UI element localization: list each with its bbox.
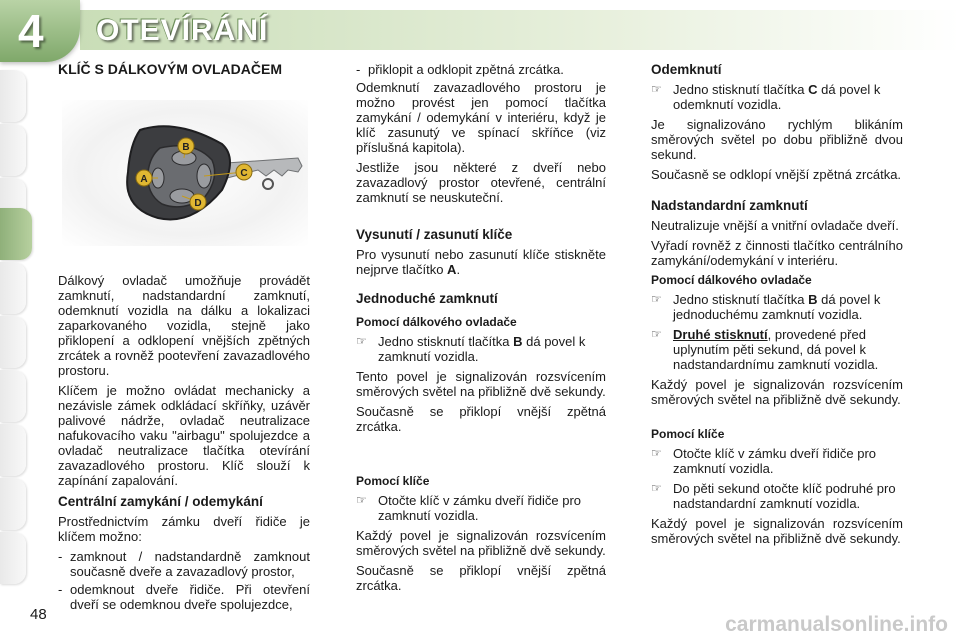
section-heading: Centrální zamykání / odemykání: [58, 494, 263, 509]
paragraph: Pro vysunutí nebo zasunutí klíče stiskněte nejprve tlačítko A.: [356, 247, 606, 277]
list-item: ☞ Jedno stisknutí tlačítka C dá povel k odemknutí vozidla.: [651, 82, 881, 112]
sub-heading: Pomocí dálkového ovladače: [356, 315, 517, 329]
paragraph: Každý povel je signalizován rozsvícením směrových světel na přibližně dvě sekundy.: [651, 516, 903, 546]
side-tab[interactable]: [0, 70, 26, 122]
paragraph: Současně se přiklopí vnější zpětná zrcátka.: [356, 563, 606, 593]
pointing-hand-icon: ☞: [651, 82, 662, 96]
pointing-hand-icon: ☞: [356, 493, 367, 507]
label-c: C: [240, 168, 248, 179]
side-tab[interactable]: [0, 316, 26, 368]
label-d: D: [194, 198, 202, 209]
side-tab[interactable]: [0, 532, 26, 584]
section-heading: Vysunutí / zasunutí klíče: [356, 227, 513, 242]
list-item: ☞ Otočte klíč v zámku dveří řidiče pro zamknutí vozidla.: [651, 446, 877, 476]
side-tab[interactable]: [0, 424, 26, 476]
list-item: ☞ Otočte klíč v zámku dveří řidiče pro zamknutí vozidla.: [356, 493, 582, 523]
list-item: - odemknout dveře řidiče. Při otevření dveří se odemknou dveře spolujezdce,: [58, 582, 310, 612]
paragraph: Současně se přiklopí vnější zpětná zrcátka.: [356, 404, 606, 434]
section-heading: Jednoduché zamknutí: [356, 291, 498, 306]
pointing-hand-icon: ☞: [356, 334, 367, 348]
paragraph: Jestliže jsou některé z dveří nebo zavazadlový prostor otevřené, centrální zamknutí se neuskuteční.: [356, 160, 606, 205]
list-item: ☞ Do pěti sekund otočte klíč podruhé pro nadstandardní zamknutí vozidla.: [651, 481, 896, 511]
column-3: [651, 62, 903, 551]
page-title: OTEVÍRÁNÍ: [96, 14, 269, 47]
side-tab[interactable]: [0, 478, 26, 530]
paragraph: Klíčem je možno ovládat mechanicky a nezávisle zámek odkládací skříňky, uzávěr palivové nádrže, ovladač neutralizace nafukovacího vaku "airbagu" spolujezdce a ovladač neutralizace tlačítka otevírání zavazadlového prostoru. Klíč slouží k zapínání zapalování.: [58, 383, 310, 488]
list-item: - zamknout / nadstandardně zamknout současně dveře a zavazadlový prostor,: [58, 549, 310, 579]
paragraph: Každý povel je signalizován rozsvícením směrových světel na přibližně dvě sekundy.: [356, 528, 606, 558]
pointing-hand-icon: ☞: [651, 446, 662, 460]
chapter-tab: [0, 0, 80, 62]
paragraph: Neutralizuje vnější a vnitřní ovladače dveří.: [651, 218, 899, 233]
column-2: [356, 62, 606, 598]
chapter-number: 4: [18, 5, 44, 57]
pointing-hand-icon: ☞: [651, 481, 662, 495]
list-item: ☞ Jedno stisknutí tlačítka B dá povel k zamknutí vozidla.: [356, 334, 586, 364]
list-item: ☞ Jedno stisknutí tlačítka B dá povel k jednoduchému zamknutí vozidla.: [651, 292, 881, 322]
paragraph: Vyřadí rovněž z činnosti tlačítko centrálního zamykání/odemykání v interiéru.: [651, 238, 903, 268]
label-b: B: [182, 142, 190, 153]
watermark: carmanualsonline.info: [725, 613, 948, 636]
sub-heading: Pomocí dálkového ovladače: [651, 273, 812, 287]
paragraph: Současně se odklopí vnější zpětná zrcátka.: [651, 167, 902, 182]
paragraph: Dálkový ovladač umožňuje provádět zamknutí, nadstandardní zamknutí, odemknutí vozidla na dálku a lokalizaci zaparkovaného vozidla, stejně jako přiklopení a odklopení vnějších zpětných zrcátek a rovněž pootevření zavazadlového prostoru.: [58, 273, 310, 378]
paragraph: Každý povel je signalizován rozsvícením směrových světel na přibližně dvě sekundy.: [651, 377, 903, 407]
sub-heading: Pomocí klíče: [356, 474, 430, 488]
label-a: A: [140, 174, 148, 185]
list-item: - přiklopit a odklopit zpětná zrcátka.: [356, 62, 564, 77]
column-1: [58, 62, 310, 615]
section-heading: Odemknutí: [651, 62, 722, 77]
sub-heading: Pomocí klíče: [651, 427, 725, 441]
section-title: KLÍČ S DÁLKOVÝM OVLADAČEM: [58, 61, 282, 77]
pointing-hand-icon: ☞: [651, 292, 662, 306]
paragraph: Tento povel je signalizován rozsvícením směrových světel na přibližně dvě sekundy.: [356, 369, 606, 399]
side-tab-active[interactable]: [0, 208, 32, 260]
paragraph: Prostřednictvím zámku dveří řidiče je klíčem možno:: [58, 514, 310, 544]
section-heading: Nadstandardní zamknutí: [651, 198, 808, 213]
paragraph: Je signalizováno rychlým blikáním směrových světel po dobu přibližně dvou sekund.: [651, 117, 903, 162]
paragraph: Odemknutí zavazadlového prostoru je možno provést jen pomocí tlačítka zamykání / odemykání v interiéru, když je klíč zasunutý ve spínací skříňce (viz příslušná kapitola).: [356, 80, 606, 155]
list-item: ☞ Druhé stisknutí, provedené před uplynutím pěti sekund, dá povel k nadstandardnímu zamknutí vozidla.: [651, 327, 879, 372]
side-tab[interactable]: [0, 370, 26, 422]
page-number: 48: [30, 606, 47, 623]
pointing-hand-icon: ☞: [651, 327, 662, 341]
side-tab[interactable]: [0, 262, 26, 314]
side-tab[interactable]: [0, 124, 26, 176]
